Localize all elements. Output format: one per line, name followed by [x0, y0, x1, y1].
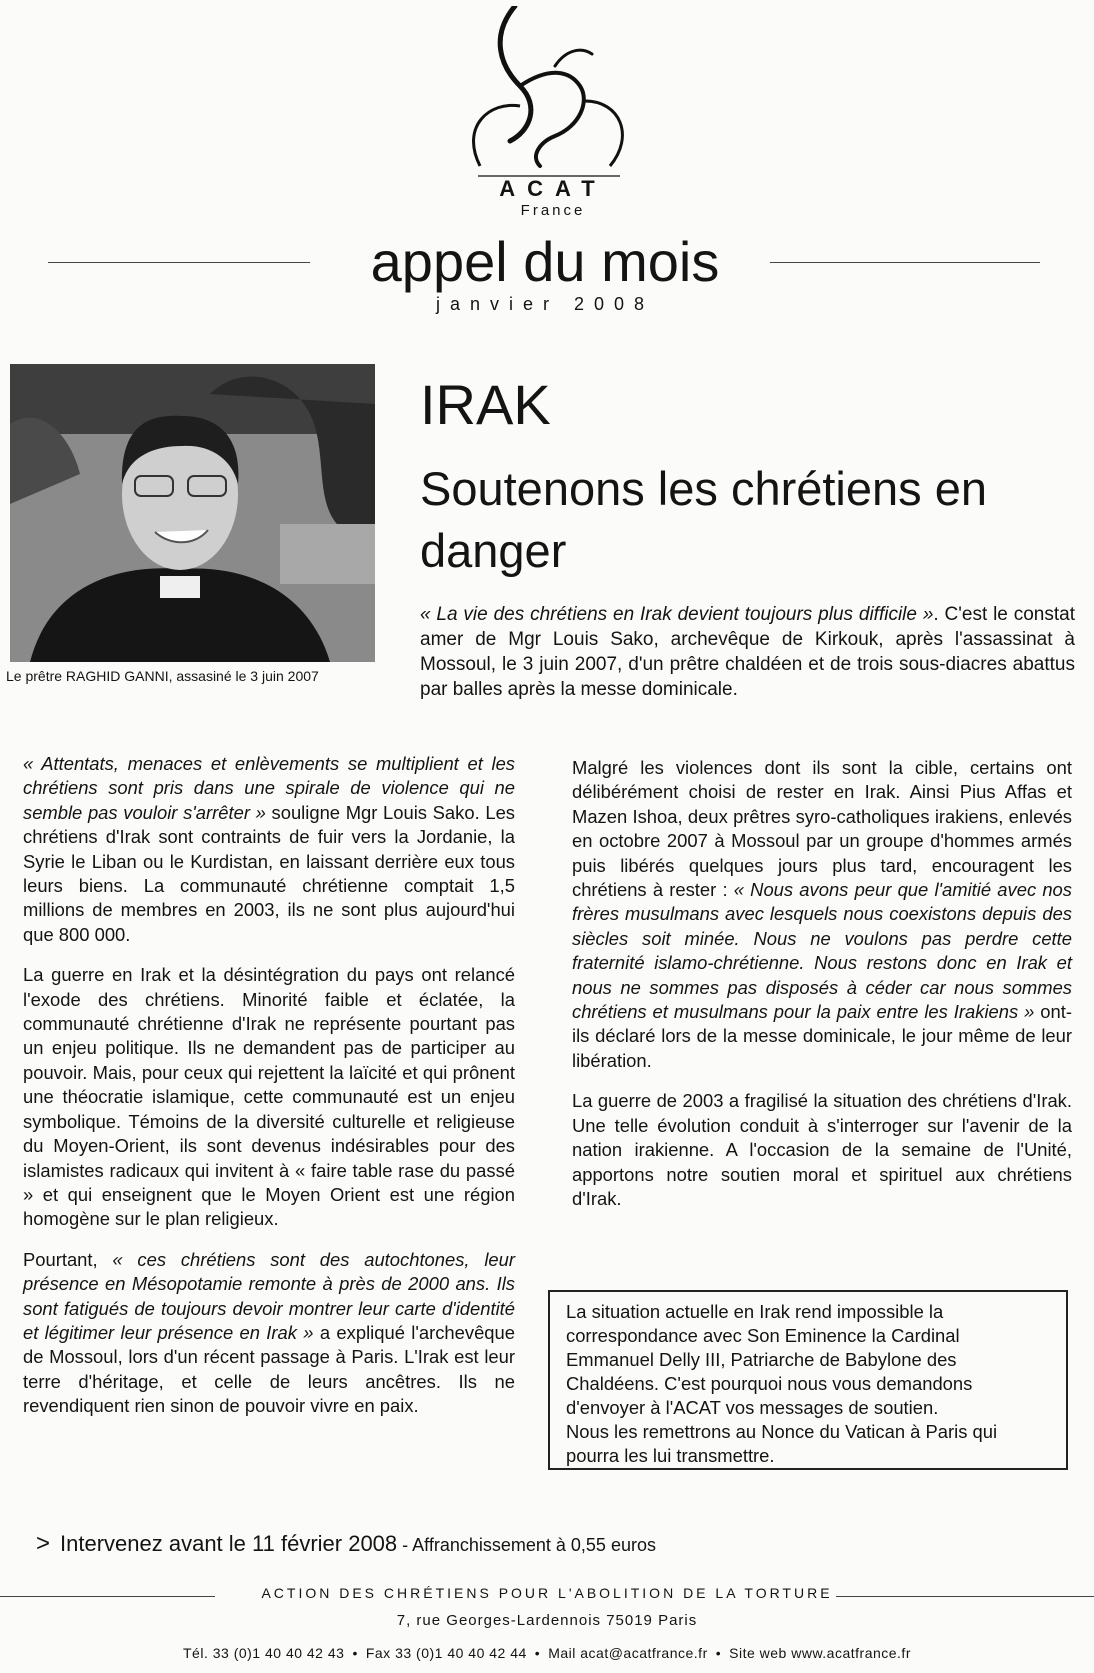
lead-text: . C'est le constat amer de Mgr Louis Sako, archevêque de Kirkouk, après l'assassinat à Mossoul, le 3 juin 2007, d'un prêtre chaldéen et de trois sous-diacres abattus par balles après la messe dominicale. — [420, 604, 1076, 700]
email-address: Mail acat@acatfrance.fr — [548, 1645, 708, 1661]
logo-name: ACAT — [499, 176, 607, 201]
website-address: Site web www.acatfrance.fr — [729, 1645, 911, 1661]
support-notice-box — [548, 1290, 1068, 1470]
phone-number: Tél. 33 (0)1 40 40 42 43 — [183, 1645, 345, 1661]
issue-date: janvier 2008 — [435, 294, 655, 314]
notice-paragraph-2: Nous les remettrons au Nonce du Vatican à Paris qui pourra les lui transmettre. — [566, 1421, 998, 1466]
logo-country: France — [520, 202, 586, 219]
left-p3-text: a expliqué l'archevêque de Mossoul, lors d'un récent passage à Paris. L'Irak est leur terre d'héritage, et celle de leurs ancêtres. Ils ne revendiquent rien sinon de pouvoir vivre en paix. — [23, 1321, 515, 1417]
article-headline: Soutenons les chrétiens en danger — [420, 462, 987, 577]
right-p1-quote: « Nous avons peur que l'amitié avec nos frères musulmans avec lesquels nous coexistons depuis des siècles soit minée. Nous ne voulons pas perdre cette fraternité islamo-chrétienne. Nous restons donc en Irak et nous ne sommes pas disposés à céder car nous sommes chrétiens et musulmans pour la paix entre les Irakiens » — [572, 879, 1072, 1023]
arrow-icon: > — [36, 1530, 51, 1557]
separator-3: • — [715, 1645, 722, 1661]
organization-name: ACTION DES CHRÉTIENS POUR L'ABOLITION DE LA TORTURE — [261, 1585, 833, 1601]
postal-address: 7, rue Georges-Lardennois 75019 Paris — [396, 1612, 698, 1629]
article-lead — [420, 602, 1075, 702]
right-paragraph-2: La guerre de 2003 a fragilisé la situation des chrétiens d'Irak. Une telle évolution conduit à s'interroger sur l'avenir de la nation irakienne. A l'occasion de la semaine de l'Unité, apportons notre soutien moral et spirituel aux chrétiens d'Irak. — [572, 1090, 1072, 1209]
postage-text: - Affranchissement à 0,55 euros — [397, 1535, 656, 1555]
left-p1-text: souligne Mgr Louis Sako. Les chrétiens d'Irak sont contraints de fuir vers la Jordanie, la Syrie le Liban ou le Kurdistan, en laissant derrière eux tous leurs biens. La communauté chrétienne comptait 1,5 millions de membres en 2003, ils ne sont plus aujourd'hui que 800 000. — [23, 801, 515, 945]
right-p1-text: Malgré les violences dont ils sont la cible, certains ont délibérément choisi de rester en Irak. Ainsi Pius Affas et Mazen Ishoa, deux prêtres syro-catholiques irakiens, enlevés en octobre 2007 à Mossoul par un groupe d'hommes armés puis libérés quelques jours plus tard, encouragent les chrétiens à rester : — [572, 757, 1072, 901]
notice-paragraph-1: La situation actuelle en Irak rend impossible la correspondance avec Son Eminence la Cardinal Emmanuel Delly III, Patriarche de Babylone des Chaldéens. C'est pourquoi nous vous demandons d'envoyer à l'ACAT vos messages de soutien. — [566, 1301, 973, 1418]
left-paragraph-1 — [23, 752, 515, 947]
acat-logo — [460, 6, 640, 221]
left-p1-quote: « Attentats, menaces et enlèvements se multiplient et les chrétiens sont pris dans une spirale de violence qui ne semble pas vouloir s'arrêter » — [23, 753, 515, 823]
photo-caption: Le prêtre RAGHID GANNI, assasiné le 3 juin 2007 — [6, 668, 319, 684]
right-p1-end: ont-ils déclaré lors de la messe dominicale, le jour même de leur libération. — [572, 1001, 1072, 1071]
article-country: IRAK — [420, 373, 551, 436]
left-p3-intro: Pourtant, — [23, 1248, 113, 1270]
contact-line — [20, 1645, 1074, 1661]
title-rule-right — [770, 262, 1040, 263]
left-p3-quote: « ces chrétiens sont des autochtones, leur présence en Mésopotamie remonte à près de 2000 ans. Ils sont fatigués de toujours devoir montrer leur carte d'identité et légitimer leur présence en Irak » — [23, 1248, 515, 1343]
page-title: appel du mois — [370, 230, 720, 293]
deadline-text: Intervenez avant le 11 février 2008 — [60, 1531, 398, 1556]
lead-quote: « La vie des chrétiens en Irak devient toujours plus difficile » — [420, 604, 934, 625]
fax-number: Fax 33 (0)1 40 40 42 44 — [365, 1645, 527, 1661]
left-paragraph-3 — [23, 1248, 515, 1419]
separator-1: • — [352, 1645, 358, 1661]
left-column — [23, 752, 515, 1435]
right-column — [572, 756, 1072, 1227]
title-rule-left — [48, 262, 310, 263]
deadline-line — [36, 1530, 1036, 1558]
separator-2: • — [534, 1645, 541, 1661]
priest-photo — [10, 364, 375, 662]
right-paragraph-1 — [572, 756, 1072, 1073]
left-paragraph-2: La guerre en Irak et la désintégration du pays ont relancé l'exode des chrétiens. Minorité faible et éclatée, la communauté chrétienne d'Irak ne représente pourtant pas un enjeu politique. Ils ne demandent pas de participer au pouvoir. Mais, pour ceux qui rejettent la laïcité et qui prônent une théocratie islamique, cette communauté est un enjeu symbolique. Témoins de la diversité culturelle et religieuse du Moyen-Orient, ils sont devenus indésirables pour des islamistes radicaux qui invitent à « faire table rase du passé » et qui enseignent que le Moyen Orient est une région homogène sur le plan religieux. — [23, 964, 515, 1230]
priest-portrait-image — [10, 364, 375, 662]
